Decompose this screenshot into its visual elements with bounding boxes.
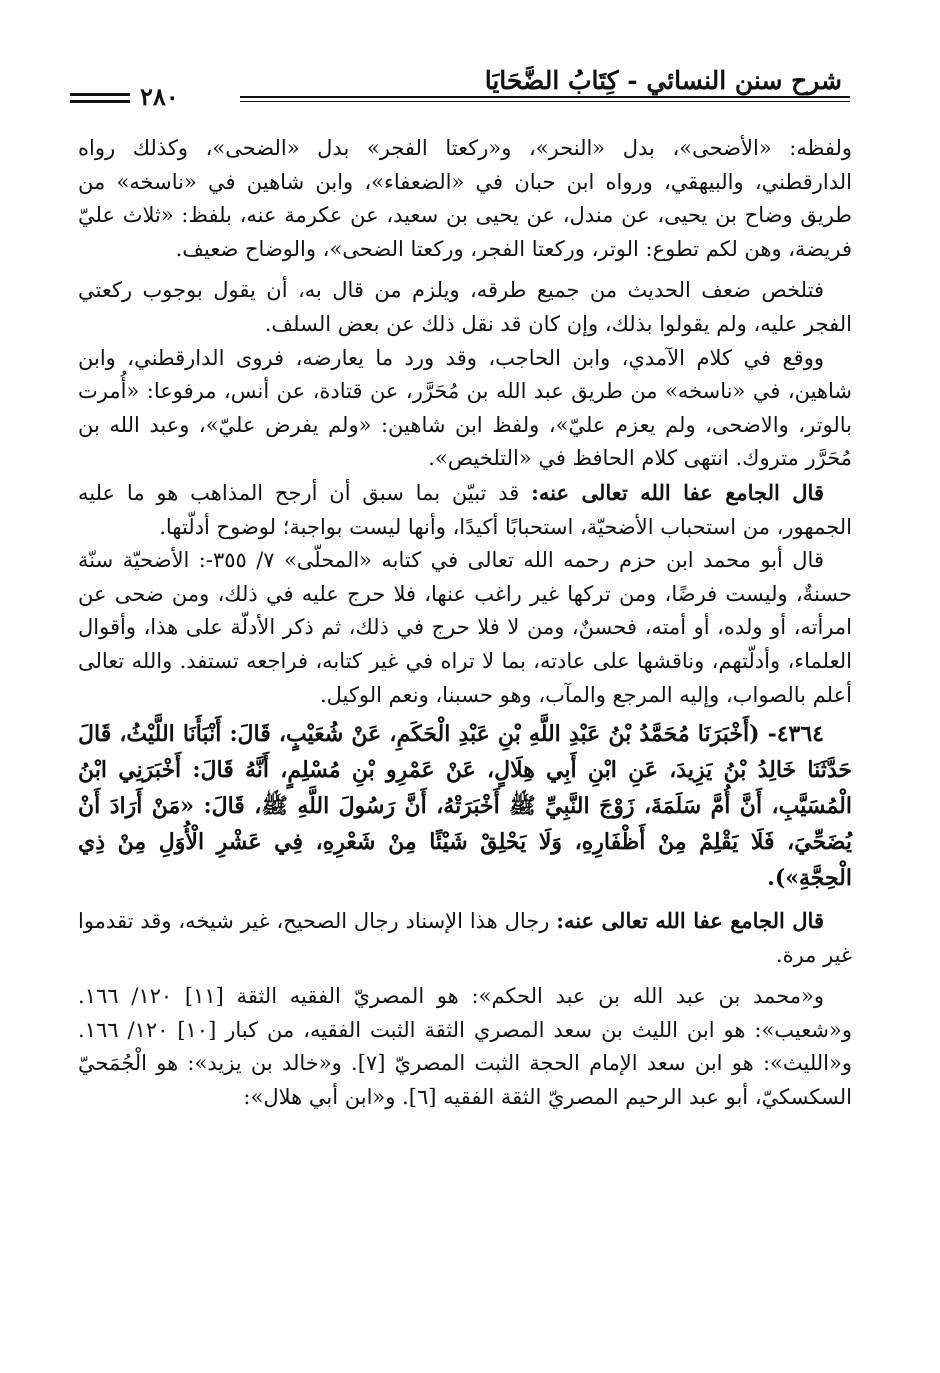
hadith-body: ٤٣٦٤- (أَخْبَرَنَا مُحَمَّدُ بْنُ عَبْدِ اللَّهِ بْنِ عَبْدِ الْحَكَمِ، عَنْ شُعَيْبٍ، قَالَ: أَنْبَأَنَا اللَّيْثُ، قَالَ حَدَّثَنَا خَالِدُ بْنُ يَزِيدَ، عَنِ ابْنِ أَبِي هِلَالٍ، عَنْ عَمْرِو بْنِ مُسْلِمٍ، أَنَّهُ قَالَ: أَخْبَرَنِي ابْنُ الْمُسَيَّبِ، أَنَّ أُمَّ سَلَمَةَ، زَوْجَ النَّبِيِّ ﷺ أَخْبَرَتْهُ، أَنَّ رَسُولَ اللَّهِ ﷺ، قَالَ: «مَنْ أَرَادَ أَنْ يُضَحِّيَ، فَلَا يَقْلِمْ مِنْ أَظْفَارِهِ، وَلَا يَحْلِقْ شَيْئًا مِنْ شَعْرِهِ، فِي عَشْرِ الْأُوَلِ مِنْ ذِي الْحِجَّةِ»).	[78, 721, 852, 892]
paragraph	[78, 274, 852, 341]
paragraph	[78, 980, 852, 1114]
paragraph	[78, 132, 852, 266]
paragraph-text: رجال هذا الإسناد رجال الصحيح، غير شيخه، وقد تقدموا غير مرة.	[78, 909, 852, 967]
page-number-rule-bottom	[70, 100, 130, 103]
author-note-lead: قال الجامع عفا الله تعالى عنه:	[531, 479, 824, 505]
running-title: شرح سنن النسائي - كِتَابُ الضَّحَايَا	[484, 66, 842, 95]
paragraph-text: فتلخص ضعف الحديث من جميع طرقه، ويلزم من قال به، أن يقول بوجوب ركعتي الفجر عليه، ولم يقولوا بذلك، وإن كان قد نقل ذلك عن بعض السلف.	[78, 278, 852, 336]
paragraph-text: قد تبيّن بما سبق أن أرجح المذاهب هو ما عليه الجمهور، من استحباب الأضحيّة، استحبابًا أكيدًا، وأنها ليست بواجبة؛ لوضوح أدلّتها.	[78, 480, 852, 539]
page-number: ٢٨٠	[140, 82, 179, 111]
paragraph	[78, 476, 852, 544]
paragraph-text: ووقع في كلام الآمدي، وابن الحاجب، وقد ورد ما يعارضه، فروى الدارقطني، وابن شاهين، في «ناسخه» من طريق عبد الله بن مُحَرَّر، عن قتادة، عن أنس، مرفوعا: «أُمرت بالوتر، والاضحى، ولم يعزم عليّ»، ولفظ ابن شاهين: «ولم يفرض عليّ»، وعبد الله بن مُحَرَّر متروك. انتهى كلام الحافظ في «التلخيص».	[78, 345, 852, 471]
hadith-text	[78, 716, 852, 896]
paragraph	[78, 544, 852, 712]
paragraph-text: ولفظه: «الأضحى»، بدل «النحر»، و«ركعتا الفجر» بدل «الضحى»، وكذلك رواه الدارقطني، والبيهقي، ورواه ابن حبان في «الضعفاء»، وابن شاهين في «ناسخه» من طريق وضاح بن يحيى، عن مندل، عن يحيى بن سعيد، عن عكرمة عنه، بلفظ: «ثلاث عليّ فريضة، وهن لكم تطوع: الوتر، وركعتا الفجر، وركعتا الضحى»، والوضاح ضعيف.	[78, 136, 852, 261]
header-rule-thin	[240, 101, 850, 102]
paragraph	[78, 342, 852, 476]
paragraph-text: قال أبو محمد ابن حزم رحمه الله تعالى في كتابه «المحلّى» ٧/ ٣٥٥-: الأضحيّة سنّة حسنةٌ، وليست فرضًا، ومن تركها غير راغب عنها، فلا حرج عليه في ذلك، ومن ضحى عن امرأته، أو ولده، أو أمته، فحسنٌ، ومن لا فلا حرج في ذلك، ثم ذكر الأدلّة على هذا، وأقوال العلماء، وأدلّتهم، وناقشها على عادته، بما لا تراه في غير كتابه، فراجعه تستفد. والله تعالى أعلم بالصواب، وإليه المرجع والمآب، وهو حسبنا، ونعم الوكيل.	[78, 548, 852, 707]
paragraph	[78, 904, 852, 972]
page-header	[70, 62, 850, 110]
main-text	[78, 132, 852, 1115]
page-number-rule-top	[70, 93, 130, 96]
header-rule	[240, 96, 850, 98]
author-note-lead: قال الجامع عفا الله تعالى عنه:	[556, 908, 824, 934]
paragraph-text: و«محمد بن عبد الله بن عبد الحكم»: هو المصريّ الفقيه الثقة [١١] ١٢٠/ ١٦٦. و«شعيب»: هو ابن الليث بن سعد المصري الثقة الثبت الفقيه، من كبار [١٠] ١٢٠/ ١٦٦. و«الليث»: هو ابن سعد الإمام الحجة الثبت المصريّ [٧]. و«خالد بن يزيد»: هو الْجُمَحيّ السكسكيّ، أبو عبد الرحيم المصريّ الثقة الفقيه [٦]. و«ابن أبي هلال»:	[78, 984, 853, 1110]
